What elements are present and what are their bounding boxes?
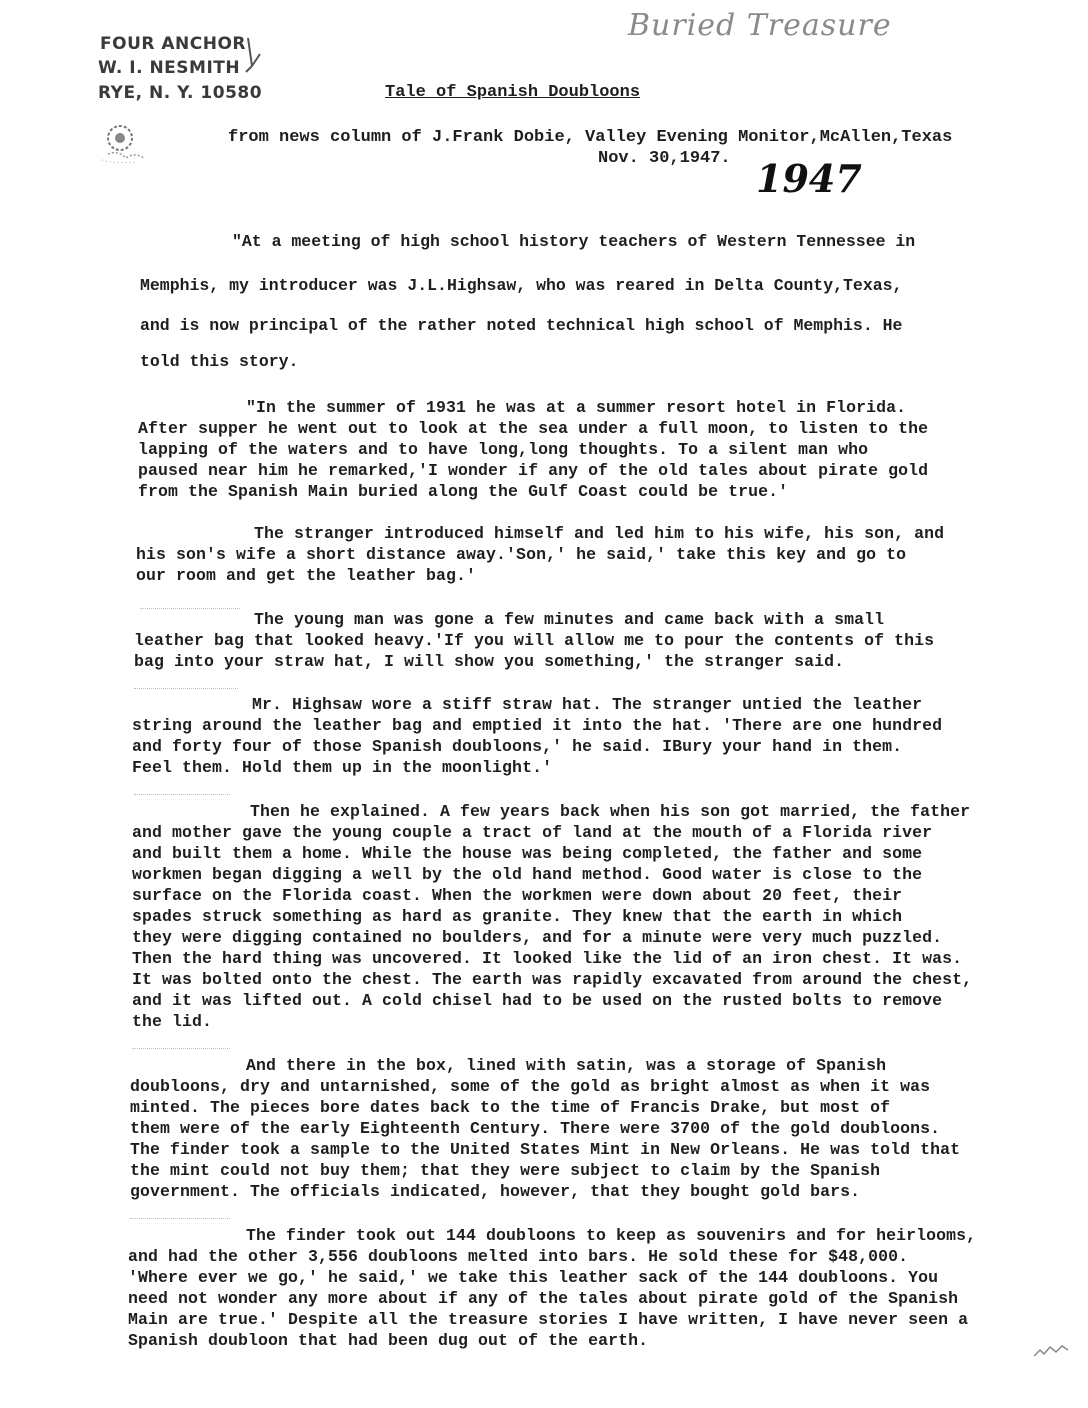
stamp-anchor-mark	[244, 36, 264, 76]
paragraph-line: them were of the early Eighteenth Century. There were 3700 of the gold doubloons.	[130, 1119, 941, 1138]
intro-line: Memphis, my introducer was J.L.Highsaw, who was reared in Delta County,Texas,	[140, 276, 903, 295]
paragraph-line: and mother gave the young couple a tract of land at the mouth of a Florida river	[132, 823, 933, 842]
document-title: Tale of Spanish Doubloons	[385, 83, 641, 102]
source-line-1: from news column of J.Frank Dobie, Valley Evening Monitor,McAllen,Texas	[228, 128, 953, 147]
stamp-line-2: W. I. NESMITH	[98, 58, 241, 78]
paragraph-line: from the Spanish Main buried along the Gulf Coast could be true.'	[138, 482, 789, 501]
paragraph-line: Spanish doubloon that had been dug out of the earth.	[128, 1331, 649, 1350]
paragraph-line: government. The officials indicated, however, that they bought gold bars.	[130, 1182, 861, 1201]
paragraph-line: After supper he went out to look at the sea under a full moon, to listen to the	[138, 419, 929, 438]
paragraph-line: The young man was gone a few minutes and came back with a small	[254, 610, 885, 629]
paragraph-line: and forty four of those Spanish doubloons,' he said. IBury your hand in them.	[132, 737, 903, 756]
paragraph-line: bag into your straw hat, I will show you something,' the stranger said.	[134, 652, 845, 671]
paragraph-line: 'Where ever we go,' he said,' we take this leather sack of the 144 doubloons. You	[128, 1268, 939, 1287]
paragraph-line: And there in the box, lined with satin, was a storage of Spanish	[246, 1056, 887, 1075]
paragraph-line: lapping of the waters and to have long,long thoughts. To a silent man who	[138, 440, 869, 459]
paragraph-line: string around the leather bag and emptied it into the hat. 'There are one hundred	[132, 716, 943, 735]
handwritten-year: 1947	[756, 156, 862, 201]
paragraph-line: minted. The pieces bore dates back to the time of Francis Drake, but most of	[130, 1098, 891, 1117]
stamp-line-1: FOUR ANCHOR	[100, 34, 247, 54]
paragraph-line: Then he explained. A few years back when his son got married, the father	[250, 802, 971, 821]
intro-line: and is now principal of the rather noted technical high school of Memphis. He	[140, 316, 903, 335]
handwritten-title: Buried Treasure	[628, 8, 892, 43]
seal-emblem-icon	[96, 114, 156, 174]
paragraph-line: and built them a home. While the house was being completed, the father and some	[132, 844, 923, 863]
paragraph-line: his son's wife a short distance away.'Son,' he said,' take this key and go to	[136, 545, 907, 564]
paragraph-line: workmen began digging a well by the old hand method. Good water is close to the	[132, 865, 923, 884]
intro-line: told this story.	[140, 352, 299, 371]
paragraph-line: paused near him he remarked,'I wonder if any of the old tales about pirate gold	[138, 461, 929, 480]
scan-mark	[134, 794, 230, 795]
paragraph-line: Then the hard thing was uncovered. It looked like the lid of an iron chest. It was.	[132, 949, 963, 968]
paragraph-line: The finder took a sample to the United States Mint in New Orleans. He was told that	[130, 1140, 961, 1159]
scan-mark	[134, 688, 238, 689]
paragraph-line: The stranger introduced himself and led him to his wife, his son, and	[254, 524, 945, 543]
intro-line: "At a meeting of high school history teachers of Western Tennessee in	[232, 232, 916, 251]
stamp-line-3: RYE, N. Y. 10580	[98, 83, 263, 103]
paragraph-line: and had the other 3,556 doubloons melted into bars. He sold these for $48,000.	[128, 1247, 909, 1266]
paragraph-line: spades struck something as hard as granite. They knew that the earth in which	[132, 907, 903, 926]
paragraph-line: Main are true.' Despite all the treasure stories I have written, I have never seen a	[128, 1310, 969, 1329]
paragraph-line: need not wonder any more about if any of the tales about pirate gold of the Spanish	[128, 1289, 959, 1308]
source-line-2: Nov. 30,1947.	[598, 149, 731, 168]
paragraph-line: our room and get the leather bag.'	[136, 566, 477, 585]
scan-mark	[140, 608, 240, 609]
paragraph-line: "In the summer of 1931 he was at a summer resort hotel in Florida.	[246, 398, 907, 417]
paragraph-line: The finder took out 144 doubloons to keep as souvenirs and for heirlooms,	[246, 1226, 977, 1245]
paragraph-line: doubloons, dry and untarnished, some of the gold as bright almost as when it was	[130, 1077, 931, 1096]
paragraph-line: Feel them. Hold them up in the moonlight.'	[132, 758, 553, 777]
paragraph-line: leather bag that looked heavy.'If you will allow me to pour the contents of this	[134, 631, 935, 650]
paragraph-line: Mr. Highsaw wore a stiff straw hat. The stranger untied the leather	[252, 695, 923, 714]
page-edge-mark	[1034, 1344, 1068, 1358]
paragraph-line: they were digging contained no boulders, and for a minute were very much puzzled.	[132, 928, 943, 947]
paragraph-line: the mint could not buy them; that they were subject to claim by the Spanish	[130, 1161, 881, 1180]
scan-mark	[130, 1218, 230, 1219]
paragraph-line: the lid.	[132, 1012, 213, 1031]
paragraph-line: It was bolted onto the chest. The earth was rapidly excavated from around the chest,	[132, 970, 973, 989]
paragraph-line: and it was lifted out. A cold chisel had to be used on the rusted bolts to remove	[132, 991, 943, 1010]
scan-mark	[132, 1048, 230, 1049]
paragraph-line: surface on the Florida coast. When the workmen were down about 20 feet, their	[132, 886, 903, 905]
